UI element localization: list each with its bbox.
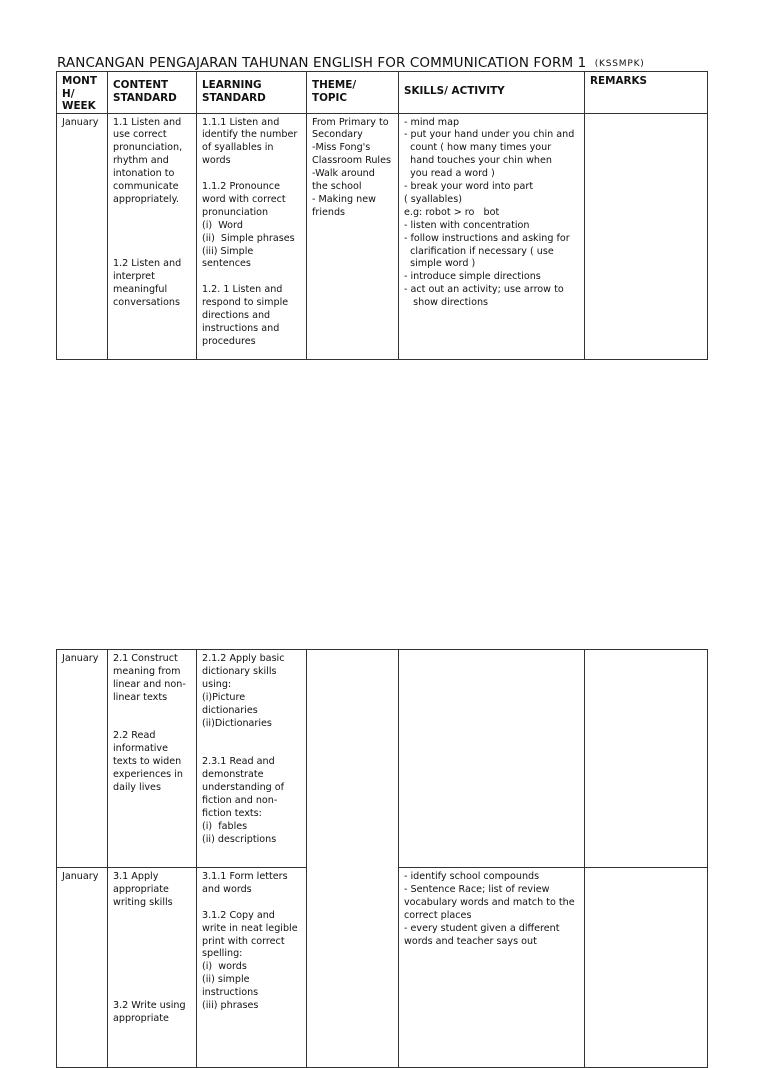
header-skills-activity: SKILLS/ ACTIVITY — [399, 72, 585, 114]
cell-content-standard: 3.1 Apply appropriate writing skills 3.2 Write using appropriate — [108, 868, 197, 1068]
cell-learning-standard: 3.1.1 Form letters and words 3.1.2 Copy and write in neat legible print with correct spelling: (i) words (ii) simple instructions (iii) phrases — [197, 868, 307, 1068]
cell-month: January — [57, 868, 108, 1068]
cell-remarks — [585, 113, 708, 359]
cell-content-standard: 1.1 Listen and use correct pronunciation, rhythm and intonation to communicate appropriately. 1.2 Listen and interpret meaningful conversations — [108, 113, 197, 359]
cell-theme-topic — [307, 650, 399, 1068]
cell-skills-activity: - mind map - put your hand under you chin and count ( how many times your hand touches your chin when you read a word ) - break your word into part ( syallables) e.g: robot > ro bot - listen with concentration - follow instructions and asking for clarification if necessary ( use simple word ) - introduce simple directions - act out an activity; use arrow to show directions — [399, 113, 585, 359]
cell-month: January — [57, 113, 108, 359]
header-content-standard: CONTENT STANDARD — [108, 72, 197, 114]
cell-theme-topic: From Primary to Secondary -Miss Fong's Classroom Rules -Walk around the school - Making new friends — [307, 113, 399, 359]
title-main: RANCANGAN PENGAJARAN TAHUNAN ENGLISH FOR COMMUNICATION FORM 1 — [57, 55, 587, 71]
header-learning-standard: LEARNING STANDARD — [197, 72, 307, 114]
cell-learning-standard: 1.1.1 Listen and identify the number of syallables in words 1.1.2 Pronounce word with correct pronunciation (i) Word (ii) Simple phrases (iii) Simple sentences 1.2. 1 Listen and respond to simple directions and instructions and procedures — [197, 113, 307, 359]
header-month-week: MONT H/ WEEK — [57, 72, 108, 114]
cell-learning-standard: 2.1.2 Apply basic dictionary skills using: (i)Picture dictionaries (ii)Dictionaries 2.3.1 Read and demonstrate understanding of fiction and non- fiction texts: (i) fables (ii) descriptions — [197, 650, 307, 868]
table-row — [57, 113, 708, 359]
cell-month: January — [57, 650, 108, 868]
lesson-plan-table-2 — [56, 649, 708, 1068]
header-remarks: REMARKS — [585, 72, 708, 114]
header-row — [57, 72, 708, 114]
cell-content-standard: 2.1 Construct meaning from linear and non- linear texts 2.2 Read informative texts to widen experiences in daily lives — [108, 650, 197, 868]
title-subtitle: (KSSMPK) — [594, 59, 645, 69]
cell-skills-activity — [399, 650, 585, 868]
table-row — [57, 650, 708, 868]
lesson-plan-table-1 — [56, 71, 708, 360]
cell-remarks — [585, 868, 708, 1068]
cell-skills-activity: - identify school compounds - Sentence Race; list of review vocabulary words and match to the correct places - every student given a different words and teacher says out — [399, 868, 585, 1068]
page-title — [57, 55, 645, 71]
cell-remarks — [585, 650, 708, 868]
header-theme-topic: THEME/ TOPIC — [307, 72, 399, 114]
